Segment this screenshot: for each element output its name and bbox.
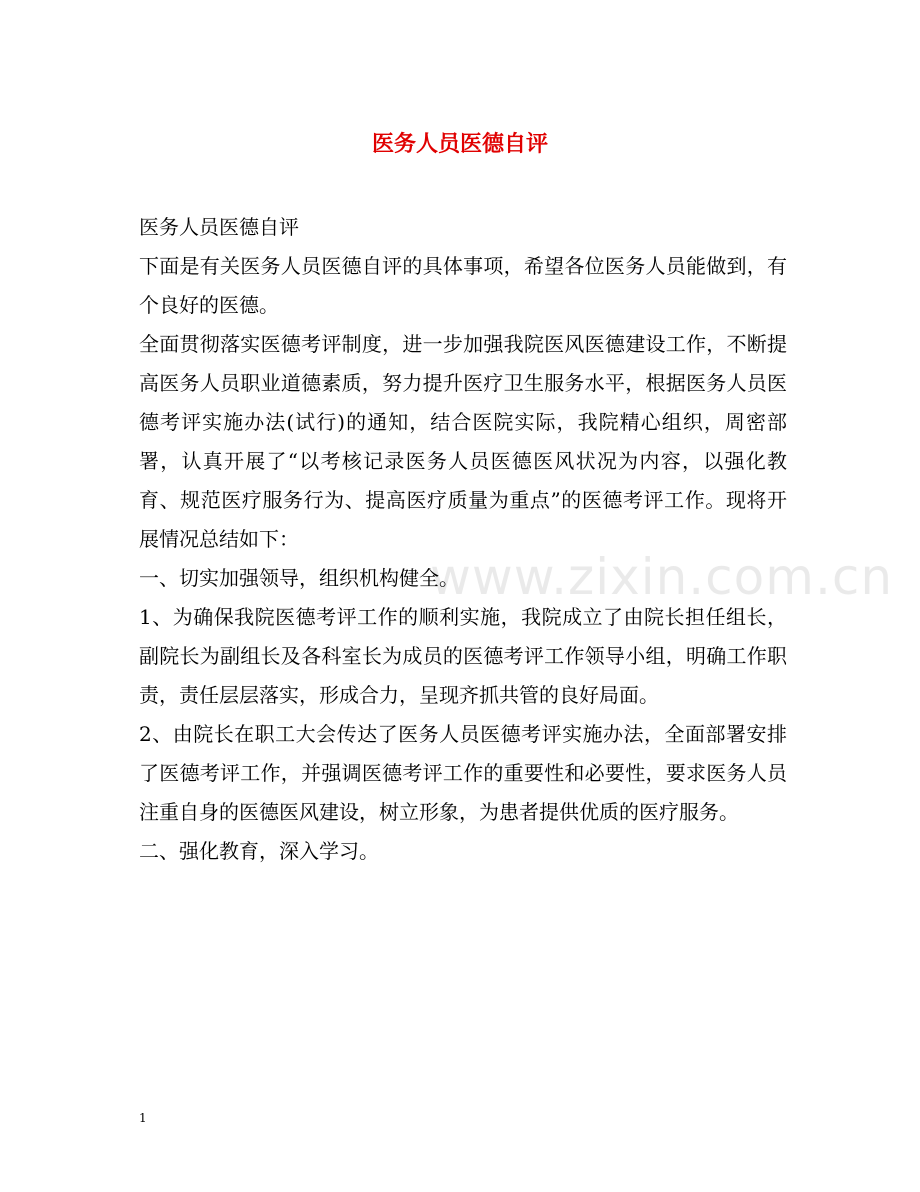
document-body [139, 208, 787, 871]
paragraph-overview: 全面贯彻落实医德考评制度，进一步加强我院医风医德建设工作，不断提高医务人员职业道德素质，努力提升医疗卫生服务水平，根据医务人员医德考评实施办法(试行)的通知，结合医院实际，我院精心组织，周密部署，认真开展了“以考核记录医务人员医德医风状况为内容，以强化教育、规范医疗服务行为、提高医疗质量为重点”的医德考评工作。现将开展情况总结如下： [139, 332, 787, 551]
paragraph-heading: 医务人员医德自评 [139, 215, 299, 239]
section-heading-2: 二、强化教育，深入学习。 [139, 839, 379, 863]
paragraph-intro: 下面是有关医务人员医德自评的具体事项，希望各位医务人员能做到，有个良好的医德。 [139, 254, 787, 317]
section-heading-1: 一、切实加强领导，组织机构健全。 [139, 566, 459, 590]
watermark: www.zixin.com.cn [430, 548, 894, 606]
document-title: 医务人员医德自评 [371, 131, 548, 157]
paragraph-item-2: 2、由院长在职工大会传达了医务人员医德考评实施办法，全面部署安排了医德考评工作，并强调医德考评工作的重要性和必要性，要求医务人员注重自身的医德医风建设，树立形象，为患者提供优质的医疗服务。 [139, 722, 787, 824]
page-number: 1 [139, 1111, 147, 1125]
paragraph-item-1: 1、为确保我院医德考评工作的顺利实施，我院成立了由院长担任组长，副院长为副组长及各科室长为成员的医德考评工作领导小组，明确工作职责，责任层层落实，形成合力，呈现齐抓共管的良好局面。 [139, 605, 787, 707]
